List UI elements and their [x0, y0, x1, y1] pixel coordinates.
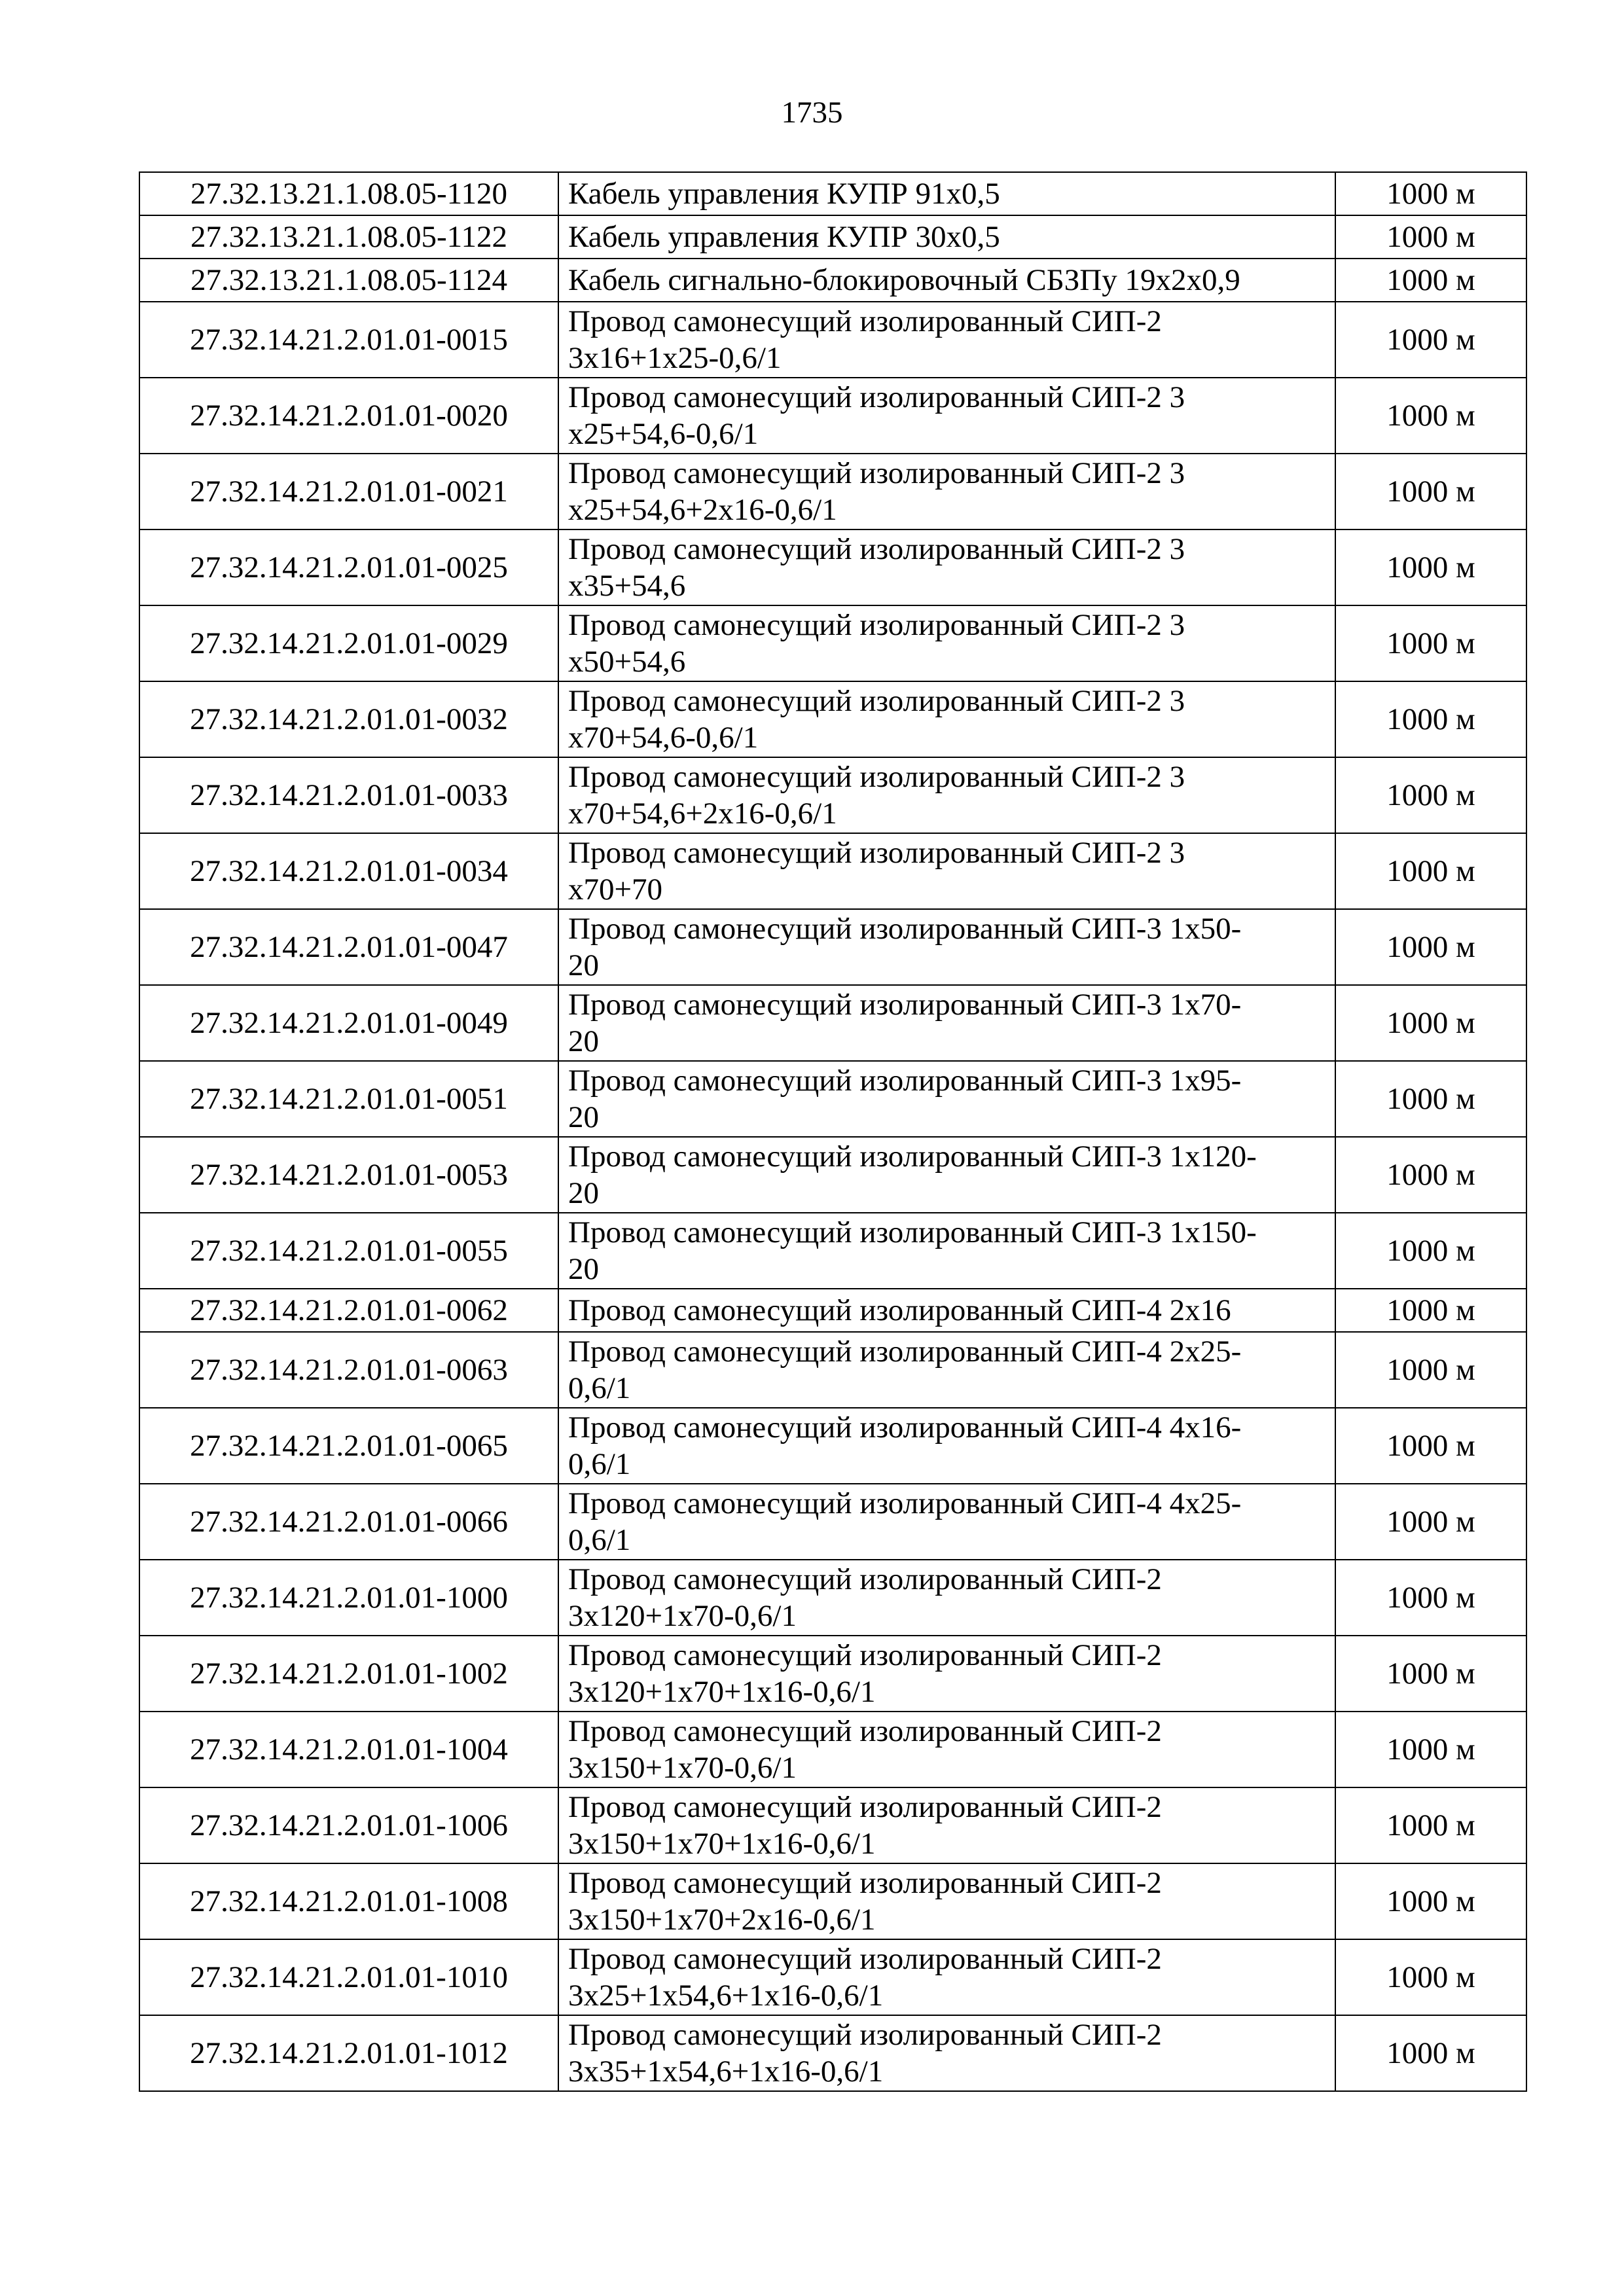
- table-row: [139, 1560, 1526, 1636]
- resource-name-line: Кабель сигнально-блокировочный СБЗПу 19х2х0,9: [568, 263, 1240, 297]
- table-row: [139, 757, 1526, 833]
- table-row: [139, 529, 1526, 605]
- unit-cell: 1000 м: [1335, 909, 1526, 985]
- unit-cell: 1000 м: [1335, 1787, 1526, 1863]
- resource-name-line: 0,6/1: [568, 1447, 631, 1481]
- resource-name-line: Провод самонесущий изолированный СИП-2: [568, 304, 1162, 338]
- unit-cell: 1000 м: [1335, 1939, 1526, 2015]
- resource-name-cell: [558, 1289, 1335, 1332]
- resource-name-cell: [558, 529, 1335, 605]
- unit-cell: 1000 м: [1335, 1863, 1526, 1939]
- unit-cell: 1000 м: [1335, 172, 1526, 215]
- resource-name-cell: [558, 1213, 1335, 1289]
- resource-code-cell: 27.32.14.21.2.01.01-0049: [139, 985, 558, 1061]
- table-row: [139, 1332, 1526, 1408]
- table-row: [139, 172, 1526, 215]
- unit-cell: 1000 м: [1335, 302, 1526, 378]
- resource-name-cell: [558, 1061, 1335, 1137]
- unit-cell: 1000 м: [1335, 259, 1526, 302]
- resource-code-cell: 27.32.14.21.2.01.01-0063: [139, 1332, 558, 1408]
- resource-name-line: Провод самонесущий изолированный СИП-3 1х95-: [568, 1064, 1242, 1098]
- resource-name-cell: [558, 985, 1335, 1061]
- resource-code-cell: 27.32.14.21.2.01.01-1000: [139, 1560, 558, 1636]
- resource-name-cell: [558, 172, 1335, 215]
- resource-name-line: 20: [568, 1176, 599, 1210]
- resource-name-line: х70+70: [568, 872, 663, 906]
- resource-name-line: Провод самонесущий изолированный СИП-2: [568, 1790, 1162, 1824]
- resource-name-line: Провод самонесущий изолированный СИП-2 3: [568, 532, 1185, 566]
- unit-cell: 1000 м: [1335, 1137, 1526, 1213]
- resource-code-cell: 27.32.13.21.1.08.05-1120: [139, 172, 558, 215]
- resource-name-cell: [558, 259, 1335, 302]
- resource-code-cell: 27.32.14.21.2.01.01-0051: [139, 1061, 558, 1137]
- resource-name-line: х50+54,6: [568, 645, 686, 679]
- resource-name-cell: [558, 302, 1335, 378]
- unit-cell: 1000 м: [1335, 833, 1526, 909]
- resource-name-line: 3х150+1х70+1х16-0,6/1: [568, 1827, 876, 1861]
- resource-code-cell: 27.32.14.21.2.01.01-0020: [139, 378, 558, 454]
- table-row: [139, 681, 1526, 757]
- unit-cell: 1000 м: [1335, 529, 1526, 605]
- resource-code-cell: 27.32.14.21.2.01.01-0021: [139, 454, 558, 529]
- resource-name-line: Провод самонесущий изолированный СИП-4 4х25-: [568, 1486, 1242, 1520]
- resource-name-line: 3х35+1х54,6+1х16-0,6/1: [568, 2054, 884, 2089]
- resource-code-cell: 27.32.14.21.2.01.01-0034: [139, 833, 558, 909]
- resource-name-line: х35+54,6: [568, 569, 686, 603]
- resource-code-cell: 27.32.13.21.1.08.05-1122: [139, 215, 558, 259]
- resource-name-line: Провод самонесущий изолированный СИП-2: [568, 1638, 1162, 1672]
- unit-cell: 1000 м: [1335, 378, 1526, 454]
- resource-name-line: 3х150+1х70+2х16-0,6/1: [568, 1903, 876, 1937]
- unit-cell: 1000 м: [1335, 605, 1526, 681]
- unit-cell: 1000 м: [1335, 1332, 1526, 1408]
- table-row: [139, 1484, 1526, 1560]
- table-row: [139, 378, 1526, 454]
- resource-name-line: 3х120+1х70+1х16-0,6/1: [568, 1675, 876, 1709]
- table-row: [139, 1787, 1526, 1863]
- resource-code-cell: 27.32.13.21.1.08.05-1124: [139, 259, 558, 302]
- resource-code-cell: 27.32.14.21.2.01.01-1004: [139, 1712, 558, 1787]
- table-row: [139, 1213, 1526, 1289]
- table-row: [139, 1408, 1526, 1484]
- resource-code-cell: 27.32.14.21.2.01.01-1010: [139, 1939, 558, 2015]
- table-row: [139, 454, 1526, 529]
- resource-name-cell: [558, 833, 1335, 909]
- resource-name-line: 0,6/1: [568, 1523, 631, 1557]
- resource-name-line: 0,6/1: [568, 1371, 631, 1405]
- resource-name-line: Провод самонесущий изолированный СИП-2 3: [568, 456, 1185, 490]
- resource-name-line: Кабель управления КУПР 30х0,5: [568, 220, 1000, 254]
- unit-cell: 1000 м: [1335, 1636, 1526, 1712]
- table-row: [139, 1863, 1526, 1939]
- resource-name-line: х25+54,6-0,6/1: [568, 417, 759, 451]
- resource-name-cell: [558, 2015, 1335, 2091]
- table-row: [139, 215, 1526, 259]
- unit-cell: 1000 м: [1335, 1061, 1526, 1137]
- resource-table: [139, 171, 1527, 2092]
- table-row: [139, 1939, 1526, 2015]
- resource-name-cell: [558, 757, 1335, 833]
- resource-name-line: 20: [568, 1024, 599, 1058]
- resource-code-cell: 27.32.14.21.2.01.01-0047: [139, 909, 558, 985]
- table-row: [139, 2015, 1526, 2091]
- unit-cell: 1000 м: [1335, 1213, 1526, 1289]
- resource-name-line: х25+54,6+2х16-0,6/1: [568, 493, 837, 527]
- resource-code-cell: 27.32.14.21.2.01.01-0015: [139, 302, 558, 378]
- unit-cell: 1000 м: [1335, 1408, 1526, 1484]
- resource-name-cell: [558, 1712, 1335, 1787]
- unit-cell: 1000 м: [1335, 2015, 1526, 2091]
- resource-name-line: 20: [568, 948, 599, 982]
- resource-name-cell: [558, 1484, 1335, 1560]
- unit-cell: 1000 м: [1335, 1560, 1526, 1636]
- resource-name-cell: [558, 1863, 1335, 1939]
- unit-cell: 1000 м: [1335, 1484, 1526, 1560]
- resource-name-line: Провод самонесущий изолированный СИП-3 1х50-: [568, 912, 1242, 946]
- resource-name-cell: [558, 681, 1335, 757]
- resource-code-cell: 27.32.14.21.2.01.01-0053: [139, 1137, 558, 1213]
- table-row: [139, 833, 1526, 909]
- resource-name-line: Провод самонесущий изолированный СИП-2 3: [568, 836, 1185, 870]
- resource-name-cell: [558, 1939, 1335, 2015]
- resource-name-line: Провод самонесущий изолированный СИП-4 2х25-: [568, 1335, 1242, 1369]
- resource-code-cell: 27.32.14.21.2.01.01-0062: [139, 1289, 558, 1332]
- resource-name-line: Провод самонесущий изолированный СИП-3 1х150-: [568, 1215, 1257, 1249]
- resource-name-line: Провод самонесущий изолированный СИП-2 3: [568, 380, 1185, 414]
- resource-name-line: 3х16+1х25-0,6/1: [568, 341, 782, 375]
- resource-name-line: х70+54,6+2х16-0,6/1: [568, 797, 837, 831]
- resource-code-cell: 27.32.14.21.2.01.01-1012: [139, 2015, 558, 2091]
- table-row: [139, 302, 1526, 378]
- table-row: [139, 259, 1526, 302]
- resource-name-line: Провод самонесущий изолированный СИП-2: [568, 1714, 1162, 1748]
- resource-name-line: Провод самонесущий изолированный СИП-2 3: [568, 760, 1185, 794]
- resource-name-line: 20: [568, 1100, 599, 1134]
- resource-name-line: Провод самонесущий изолированный СИП-3 1х70-: [568, 988, 1242, 1022]
- resource-name-line: 3х150+1х70-0,6/1: [568, 1751, 797, 1785]
- resource-code-cell: 27.32.14.21.2.01.01-1002: [139, 1636, 558, 1712]
- resource-name-line: х70+54,6-0,6/1: [568, 721, 759, 755]
- resource-name-cell: [558, 1787, 1335, 1863]
- unit-cell: 1000 м: [1335, 985, 1526, 1061]
- unit-cell: 1000 м: [1335, 681, 1526, 757]
- resource-code-cell: 27.32.14.21.2.01.01-0029: [139, 605, 558, 681]
- table-body: [139, 172, 1526, 2091]
- resource-code-cell: 27.32.14.21.2.01.01-0033: [139, 757, 558, 833]
- resource-name-cell: [558, 454, 1335, 529]
- resource-name-line: Провод самонесущий изолированный СИП-2: [568, 1866, 1162, 1900]
- resource-name-line: 20: [568, 1252, 599, 1286]
- resource-name-line: Провод самонесущий изолированный СИП-4 2х16: [568, 1293, 1231, 1327]
- resource-name-cell: [558, 909, 1335, 985]
- resource-code-cell: 27.32.14.21.2.01.01-1008: [139, 1863, 558, 1939]
- resource-name-cell: [558, 605, 1335, 681]
- resource-name-cell: [558, 215, 1335, 259]
- table-row: [139, 605, 1526, 681]
- resource-name-line: Провод самонесущий изолированный СИП-4 4х16-: [568, 1410, 1242, 1444]
- resource-name-cell: [558, 1560, 1335, 1636]
- resource-name-line: 3х120+1х70-0,6/1: [568, 1599, 797, 1633]
- resource-name-line: Провод самонесущий изолированный СИП-2: [568, 2018, 1162, 2052]
- resource-name-line: Провод самонесущий изолированный СИП-2 3: [568, 684, 1185, 718]
- resource-code-cell: 27.32.14.21.2.01.01-0065: [139, 1408, 558, 1484]
- resource-name-cell: [558, 378, 1335, 454]
- resource-code-cell: 27.32.14.21.2.01.01-0032: [139, 681, 558, 757]
- resource-code-cell: 27.32.14.21.2.01.01-0055: [139, 1213, 558, 1289]
- resource-name-line: Кабель управления КУПР 91х0,5: [568, 177, 1000, 211]
- page-number: 1735: [781, 96, 843, 130]
- table-row: [139, 1061, 1526, 1137]
- table-row: [139, 985, 1526, 1061]
- resource-name-line: Провод самонесущий изолированный СИП-2: [568, 1942, 1162, 1976]
- table-row: [139, 1137, 1526, 1213]
- resource-code-cell: 27.32.14.21.2.01.01-0066: [139, 1484, 558, 1560]
- resource-code-cell: 27.32.14.21.2.01.01-1006: [139, 1787, 558, 1863]
- unit-cell: 1000 м: [1335, 1712, 1526, 1787]
- resource-name-line: Провод самонесущий изолированный СИП-2 3: [568, 608, 1185, 642]
- resource-name-cell: [558, 1332, 1335, 1408]
- table-row: [139, 1636, 1526, 1712]
- resource-name-line: Провод самонесущий изолированный СИП-3 1х120-: [568, 1139, 1257, 1174]
- unit-cell: 1000 м: [1335, 757, 1526, 833]
- table-row: [139, 1712, 1526, 1787]
- resource-name-cell: [558, 1137, 1335, 1213]
- unit-cell: 1000 м: [1335, 454, 1526, 529]
- resource-name-line: Провод самонесущий изолированный СИП-2: [568, 1562, 1162, 1596]
- resource-name-line: 3х25+1х54,6+1х16-0,6/1: [568, 1979, 884, 2013]
- resource-name-cell: [558, 1636, 1335, 1712]
- table-row: [139, 909, 1526, 985]
- resource-code-cell: 27.32.14.21.2.01.01-0025: [139, 529, 558, 605]
- unit-cell: 1000 м: [1335, 1289, 1526, 1332]
- table-row: [139, 1289, 1526, 1332]
- resource-name-cell: [558, 1408, 1335, 1484]
- unit-cell: 1000 м: [1335, 215, 1526, 259]
